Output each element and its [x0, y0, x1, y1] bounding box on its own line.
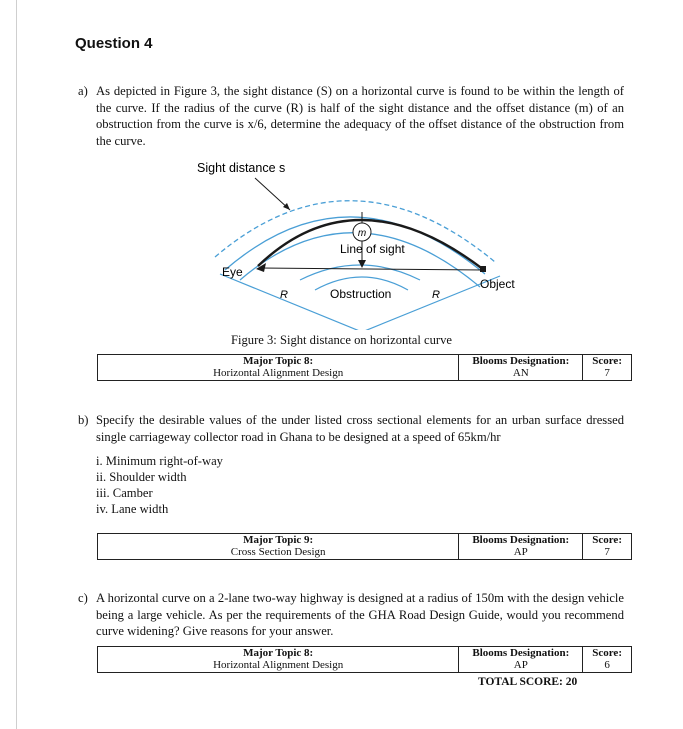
list-item: iii. Camber — [96, 486, 153, 500]
blooms-label: Blooms Designation: — [472, 534, 570, 546]
score-cell — [583, 647, 632, 673]
obstruction-arc-1 — [300, 265, 420, 280]
blooms-cell — [459, 647, 583, 673]
line-of-sight-label: Line of sight — [340, 242, 405, 256]
topic-title: Major Topic 8: — [243, 355, 314, 367]
list-item: ii. Shoulder width — [96, 470, 187, 484]
question-title: Question 4 — [75, 35, 153, 52]
part-c-label: c) — [78, 591, 88, 605]
table-c — [97, 646, 632, 673]
score-label: Score: — [592, 355, 622, 367]
page-left-border — [16, 0, 17, 729]
part-a-text: As depicted in Figure 3, the sight distance (S) on a horizontal curve is found to be within the length of the curve. If the radius of the curve (R) is half of the sight distance and the offset distance (m) of an obstruction from the curve is x/6, determine the adequacy of the offset distance of the obstruction from the curve. — [96, 84, 624, 148]
score-value: 6 — [604, 658, 610, 671]
eye-label: Eye — [222, 265, 243, 279]
line-of-sight — [260, 268, 484, 270]
part-b-text: Specify the desirable values of the under listed cross sectional elements for an urban surface dressed single carriageway collector road in Ghana to be designed at a speed of 65km/hr — [96, 413, 624, 444]
topic-name: Cross Section Design — [230, 545, 326, 558]
score-cell — [583, 534, 632, 560]
part-b-label: b) — [78, 413, 89, 427]
blooms-label: Blooms Designation: — [472, 647, 570, 659]
list-item: iv. Lane width — [96, 502, 169, 516]
sight-distance-label: Sight distance s — [197, 161, 286, 175]
score-value: 7 — [604, 366, 610, 379]
total-score: TOTAL SCORE: 20 — [478, 676, 578, 688]
r-right-label: R — [432, 289, 440, 301]
topic-cell — [98, 534, 459, 560]
topic-name: Horizontal Alignment Design — [213, 658, 344, 671]
blooms-cell — [459, 534, 583, 560]
blooms-value: AN — [512, 366, 529, 379]
list-item: i. Minimum right-of-way — [96, 454, 223, 468]
blooms-value: AP — [513, 545, 528, 558]
blooms-cell — [459, 355, 583, 381]
table-a — [97, 354, 632, 381]
blooms-value: AP — [513, 658, 528, 671]
topic-cell — [98, 647, 459, 673]
topic-title: Major Topic 9: — [243, 534, 314, 546]
object-label: Object — [480, 277, 515, 291]
m-label: m — [357, 228, 367, 239]
score-label: Score: — [592, 647, 622, 659]
table-b — [97, 533, 632, 560]
r-left-label: R — [280, 289, 288, 301]
blooms-label: Blooms Designation: — [472, 355, 570, 367]
part-c-text: A horizontal curve on a 2-lane two-way highway is designed at a radius of 150m with the design vehicle being a large vehicle. As per the requirements of the GHA Road Design Guide, would you recommend curve widening? Give reasons for your answer. — [96, 591, 624, 638]
topic-cell — [98, 355, 459, 381]
figure-caption: Figure 3: Sight distance on horizontal curve — [230, 333, 453, 347]
topic-title: Major Topic 8: — [243, 647, 314, 659]
topic-name: Horizontal Alignment Design — [213, 366, 344, 379]
score-value: 7 — [604, 545, 610, 558]
part-a-label: a) — [78, 84, 88, 98]
object-marker — [480, 266, 486, 272]
sight-distance-arrow — [255, 178, 290, 210]
obstruction-label: Obstruction — [330, 287, 392, 301]
sight-distance-figure — [180, 152, 530, 330]
part-b-list — [96, 453, 223, 517]
radius-left-line — [220, 274, 362, 330]
score-label: Score: — [592, 534, 622, 546]
m-arrow-head — [358, 260, 366, 268]
score-cell — [583, 355, 632, 381]
